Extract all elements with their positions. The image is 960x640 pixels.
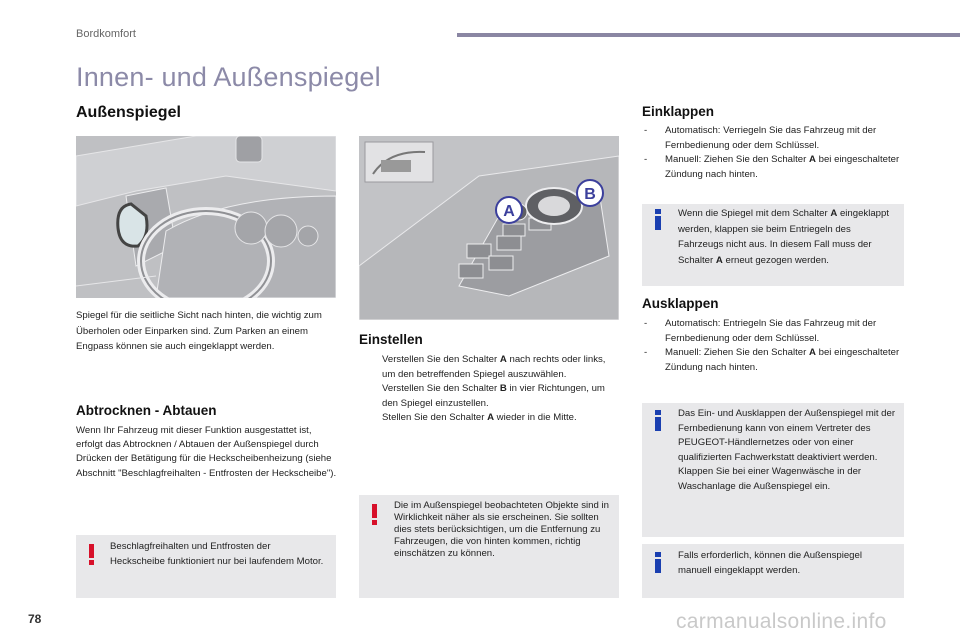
abtrocknen-text: Wenn Ihr Fahrzeug mit dieser Funktion ausgestattet ist, erfolgt das Abtrocknen / Abtauen der Außenspiegel durch Drücken der Betätigung für die Heckscheibenheizung (siehe Abschnitt "Beschlagfreihalten - Entfrosten der Heckscheibe").	[76, 425, 337, 479]
list-item: Verstellen Sie den Schalter A nach rechts oder links, um den betreffenden Spiegel auszuwählen.	[382, 354, 606, 380]
list-item: - Automatisch: Entriegeln Sie das Fahrzeug mit der Fernbedienung oder dem Schlüssel.	[644, 318, 877, 344]
einklappen-list	[642, 124, 908, 182]
heading-abtrocknen: Abtrocknen - Abtauen	[76, 403, 217, 418]
list-item: Stellen Sie den Schalter A wieder in die Mitte.	[382, 412, 577, 423]
list-item: - Manuell: Ziehen Sie den Schalter A bei eingeschalteter Zündung nach hinten.	[644, 154, 900, 180]
list-item: - Manuell: Ziehen Sie den Schalter A bei eingeschalteter Zündung nach hinten.	[644, 347, 900, 373]
info-icon	[655, 410, 661, 431]
car-interior-drawing	[76, 136, 336, 298]
info-reset-text: Wenn die Spiegel mit dem Schalter A eingeklappt werden, klappen sie beim Entriegeln des Fahrzeugs nicht aus. In diesem Fall muss der Schalter A erneut gezogen werden.	[678, 208, 890, 266]
einstellen-heading-wrap	[359, 332, 423, 347]
list-item: Verstellen Sie den Schalter B in vier Richtungen, um den Spiegel einzustellen.	[382, 383, 605, 409]
heading-ausklappen: Ausklappen	[642, 296, 719, 311]
warning-icon	[89, 544, 95, 565]
watermark: carmanualsonline.info	[676, 610, 887, 633]
ausklappen-heading-wrap	[642, 296, 719, 311]
info-icon	[655, 209, 661, 230]
info-box-manual	[642, 544, 904, 598]
warning-defrost-text: Beschlagfreihalten und Entfrosten der Heckscheibe funktioniert nur bei laufendem Motor.	[110, 541, 324, 567]
heading-einstellen: Einstellen	[359, 332, 423, 347]
warning-icon	[372, 504, 378, 525]
warning-box-objects	[359, 495, 619, 598]
intro-text: Spiegel für die seitliche Sicht nach hinten, die wichtig zum Überholen oder Einparken sind. Zum Parken an einem Engpass können sie auch eingeklappt werden.	[76, 310, 322, 352]
callout-a: A	[503, 203, 515, 220]
info-box-dealer	[642, 403, 904, 537]
info-box-reset	[642, 204, 904, 286]
ausklappen-list	[642, 317, 908, 375]
interior-mirror-illustration	[76, 136, 336, 298]
heading-einklappen: Einklappen	[642, 104, 715, 119]
info-dealer-text: Das Ein- und Ausklappen der Außenspiegel mit der Fernbedienung kann von einem Vertreter des PEUGEOT-Händlernetzes oder von einer qualifizierten Fachwerkstatt deaktiviert werden. Klappen Sie bei einer Wagenwäsche in der Waschanlage die Außenspiegel ein.	[678, 408, 896, 492]
einstellen-steps	[359, 353, 621, 426]
mirror-control-illustration	[359, 136, 619, 320]
page-title: Innen- und Außenspiegel	[76, 62, 381, 92]
warning-objects-text: Die im Außenspiegel beobachteten Objekte sind in Wirklichkeit näher als sie erscheinen. Sie sollten dies stets berücksichtigen, um die Entfernung zu Fahrzeugen, die von hinten kommen, richtig einschätzen zu können.	[394, 500, 609, 559]
warning-box-defrost	[76, 535, 336, 598]
abtrocknen-heading-wrap	[76, 403, 217, 418]
mirror-switch-drawing	[359, 136, 619, 320]
info-icon	[655, 552, 661, 573]
list-item: - Automatisch: Verriegeln Sie das Fahrzeug mit der Fernbedienung oder dem Schlüssel.	[644, 125, 877, 151]
callout-b: B	[584, 186, 596, 203]
heading-aussenspiegel: Außenspiegel	[76, 104, 181, 121]
section-label: Bordkomfort	[76, 28, 136, 40]
info-manual-text: Falls erforderlich, können die Außenspiegel manuell eingeklappt werden.	[678, 550, 862, 576]
einklappen-heading-wrap	[642, 104, 714, 119]
header-accent-bar	[457, 33, 960, 37]
page-number: 78	[28, 612, 42, 626]
